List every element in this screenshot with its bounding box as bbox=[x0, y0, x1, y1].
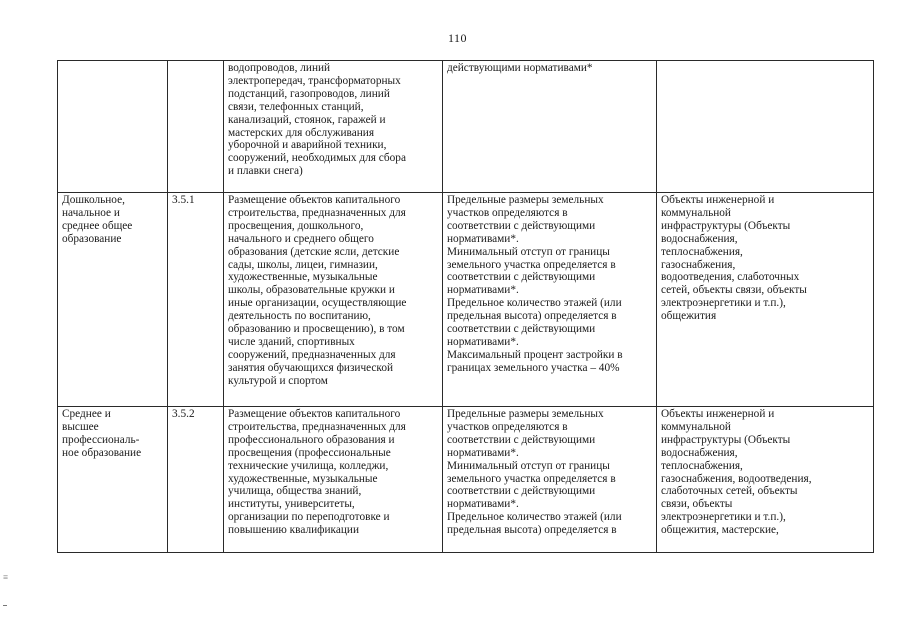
auxiliary-objects-text: Объекты инженерной и коммунальной инфраструктуры (Объекты водоснабжения, теплоснабжения, газоснабжения, водоотведения, слаботочных сетей, объекты связи, объекты электроэнергетики и т.п.), общежития, мастерские, bbox=[661, 408, 812, 537]
auxiliary-objects-cell bbox=[657, 407, 874, 553]
table-row bbox=[58, 193, 874, 407]
auxiliary-objects-text: Объекты инженерной и коммунальной инфраструктуры (Объекты водоснабжения, теплоснабжения, газоснабжения, водоотведения, слаботочных сетей, объекты связи, объекты электроэнергетики и т.п.), общежития bbox=[661, 194, 807, 323]
use-code-cell bbox=[168, 407, 224, 553]
parameters-text: действующими нормативами* bbox=[447, 62, 593, 74]
use-code-text: 3.5.1 bbox=[172, 194, 195, 206]
scan-margin-mark: ≡ bbox=[3, 572, 9, 582]
parameters-cell bbox=[443, 61, 657, 193]
parameters-cell bbox=[443, 193, 657, 407]
use-code-cell bbox=[168, 193, 224, 407]
use-code-cell bbox=[168, 61, 224, 193]
description-text: водопроводов, линий электропередач, трансформаторных подстанций, газопроводов, линий связи, телефонных станций, канализаций, стоянок, гаражей и мастерских для обслуживания уборочной и аварийной техники, сооружений, необходимых для сбора и плавки снега) bbox=[228, 62, 406, 178]
use-name-text: Дошкольное, начальное и среднее общее образование bbox=[62, 194, 133, 245]
description-cell bbox=[224, 61, 443, 193]
auxiliary-objects-cell bbox=[657, 61, 874, 193]
auxiliary-objects-cell bbox=[657, 193, 874, 407]
description-cell bbox=[224, 407, 443, 553]
use-name-text: Среднее и высшее профессиональ- ное образование bbox=[62, 408, 142, 459]
use-name-cell bbox=[58, 407, 168, 553]
description-text: Размещение объектов капитального строительства, предназначенных для профессионального образования и просвещения (профессиональные технические училища, колледжи, художественные, музыкальные училища, общества знаний, институты, университеты, организации по переподготовке и повышению квалификации bbox=[228, 408, 406, 537]
scan-margin-dash bbox=[3, 605, 7, 606]
parameters-text: Предельные размеры земельных участков определяются в соответствии с действующими нормативами*. Минимальный отступ от границы земельного участка определяется в соответствии с действующими нормативами*. Предельное количество этажей (или предельная высота) определяется в соответствии с действующими нормативами*. Максимальный процент застройки в границах земельного участка – 40% bbox=[447, 194, 623, 374]
use-name-cell bbox=[58, 61, 168, 193]
table-row bbox=[58, 61, 874, 193]
table-row bbox=[58, 407, 874, 553]
page-number: 110 bbox=[448, 31, 468, 45]
use-code-text: 3.5.2 bbox=[172, 408, 195, 420]
description-text: Размещение объектов капитального строительства, предназначенных для просвещения, дошкольного, начального и среднего общего образования (детские ясли, детские сады, школы, лицеи, гимназии, художественные, музыкальные школы, образовательные кружки и иные организации, осуществляющие деятельность по воспитанию, образованию и просвещению), в том числе зданий, спортивных сооружений, предназначенных для занятия обучающихся физической культурой и спортом bbox=[228, 194, 407, 387]
parameters-cell bbox=[443, 407, 657, 553]
use-name-cell bbox=[58, 193, 168, 407]
parameters-text: Предельные размеры земельных участков определяются в соответствии с действующими нормативами*. Минимальный отступ от границы земельного участка определяется в соответствии с действующими нормативами*. Предельное количество этажей (или предельная высота) определяется в bbox=[447, 408, 622, 537]
land-use-table bbox=[57, 60, 874, 553]
description-cell bbox=[224, 193, 443, 407]
